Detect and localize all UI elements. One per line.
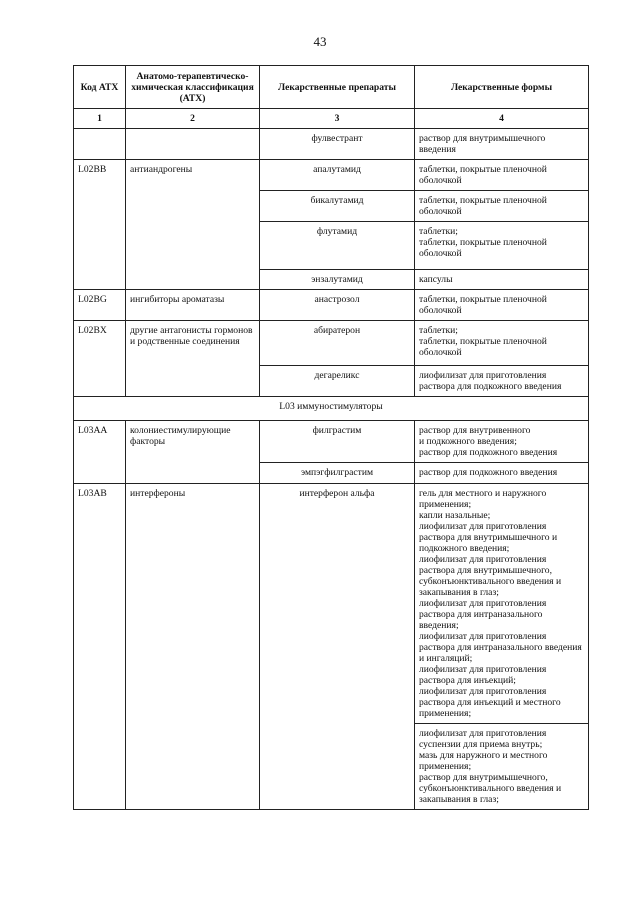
dosage-form-line: таблетки; bbox=[419, 226, 458, 237]
forms-cell bbox=[415, 321, 589, 366]
dosage-form-line: и подкожного введения; bbox=[419, 436, 517, 447]
forms-cell bbox=[415, 366, 589, 397]
dosage-form-line: капли назальные; bbox=[419, 510, 491, 521]
dosage-form-line: капсулы bbox=[419, 274, 453, 285]
drug-cell: эмпэгфилграстим bbox=[260, 463, 415, 484]
atx-table bbox=[73, 65, 589, 810]
column-number: 3 bbox=[260, 109, 415, 129]
drug-cell: энзалутамид bbox=[260, 270, 415, 290]
table-row bbox=[74, 366, 589, 397]
class-cell bbox=[126, 129, 260, 160]
dosage-form-line: лиофилизат для приготовления раствора для интраназального введения и ингаляций; bbox=[419, 631, 582, 664]
column-number-row bbox=[74, 109, 589, 129]
dosage-form-line: лиофилизат для приготовления раствора для инъекций и местного применения; bbox=[419, 686, 561, 719]
forms-cell bbox=[415, 129, 589, 160]
drug-cell: абиратерон bbox=[260, 321, 415, 366]
forms-cell bbox=[415, 270, 589, 290]
table-row bbox=[74, 321, 589, 366]
column-number: 1 bbox=[74, 109, 126, 129]
table-row bbox=[74, 160, 589, 191]
dosage-form-line: таблетки, покрытые пленочной оболочкой bbox=[419, 294, 547, 316]
forms-cell bbox=[415, 463, 589, 484]
drug-cell: флутамид bbox=[260, 222, 415, 270]
dosage-form-line: лиофилизат для приготовления раствора для внутримышечного и подкожного введения; bbox=[419, 521, 558, 554]
drug-cell: бикалутамид bbox=[260, 191, 415, 222]
dosage-form-line: таблетки, покрытые пленочной оболочкой bbox=[419, 237, 547, 259]
drug-cell: фулвестрант bbox=[260, 129, 415, 160]
header-row bbox=[74, 66, 589, 109]
forms-cell bbox=[415, 191, 589, 222]
code-cell bbox=[74, 366, 126, 397]
table-row bbox=[74, 421, 589, 463]
dosage-form-line: таблетки, покрытые пленочной оболочкой bbox=[419, 195, 547, 217]
dosage-form-line: лиофилизат для приготовления раствора для интраназального введения; bbox=[419, 598, 547, 631]
dosage-form-line: раствор для подкожного введения bbox=[419, 447, 558, 458]
dosage-form-line: мазь для наружного и местного применения; bbox=[419, 750, 548, 772]
code-cell: L02BG bbox=[74, 290, 126, 321]
class-cell: колониестимулирующие факторы bbox=[126, 421, 260, 484]
drug-cell: филграстим bbox=[260, 421, 415, 463]
drug-cell: анастрозол bbox=[260, 290, 415, 321]
code-cell: L03AA bbox=[74, 421, 126, 484]
table-row bbox=[74, 484, 589, 724]
forms-cell bbox=[415, 484, 589, 724]
header-forms: Лекарственные формы bbox=[415, 66, 589, 109]
code-cell: L02BB bbox=[74, 160, 126, 290]
dosage-form-line: гель для местного и наружного применения; bbox=[419, 488, 547, 510]
header-code: Код АТХ bbox=[74, 66, 126, 109]
class-cell: ингибиторы ароматазы bbox=[126, 290, 260, 321]
dosage-form-line: раствор для внутримышечного введения bbox=[419, 133, 546, 155]
drug-cell: интерферон альфа bbox=[260, 484, 415, 810]
dosage-form-line: лиофилизат для приготовления суспензии для приема внутрь; bbox=[419, 728, 547, 750]
dosage-form-line: лиофилизат для приготовления раствора для внутримышечного, субконъюнктивального введения и закапывания в глаз; bbox=[419, 554, 562, 598]
header-classification: Анатомо-терапевтическо-химическая классификация (АТХ) bbox=[126, 66, 260, 109]
dosage-form-line: таблетки, покрытые пленочной оболочкой bbox=[419, 164, 547, 186]
class-cell: интерфероны bbox=[126, 484, 260, 810]
column-number: 2 bbox=[126, 109, 260, 129]
forms-cell bbox=[415, 222, 589, 270]
dosage-form-line: раствор для подкожного введения bbox=[419, 467, 558, 478]
table-row bbox=[74, 290, 589, 321]
drug-cell: дегареликс bbox=[260, 366, 415, 397]
group-title: L03 иммуностимуляторы bbox=[74, 397, 589, 421]
dosage-form-line: лиофилизат для приготовления раствора для инъекций; bbox=[419, 664, 547, 686]
page-number: 43 bbox=[313, 34, 327, 49]
forms-cell bbox=[415, 160, 589, 191]
dosage-form-line: лиофилизат для приготовления раствора для подкожного введения bbox=[419, 370, 562, 392]
class-cell: антиандрогены bbox=[126, 160, 260, 290]
class-cell: другие антагонисты гормонов и родственные соединения bbox=[126, 321, 260, 366]
dosage-form-line: таблетки; bbox=[419, 325, 458, 336]
dosage-form-line: раствор для внутримышечного, субконъюнктивального введения и закапывания в глаз; bbox=[419, 772, 562, 805]
forms-cell bbox=[415, 290, 589, 321]
group-row bbox=[74, 397, 589, 421]
forms-cell bbox=[415, 421, 589, 463]
dosage-form-line: раствор для внутривенного bbox=[419, 425, 531, 436]
code-cell bbox=[74, 129, 126, 160]
forms-cell bbox=[415, 724, 589, 810]
code-cell: L03AB bbox=[74, 484, 126, 810]
dosage-form-line: таблетки, покрытые пленочной оболочкой bbox=[419, 336, 547, 358]
code-cell: L02BX bbox=[74, 321, 126, 366]
class-cell bbox=[126, 366, 260, 397]
table-row bbox=[74, 129, 589, 160]
column-number: 4 bbox=[415, 109, 589, 129]
drug-cell: апалутамид bbox=[260, 160, 415, 191]
header-drugs: Лекарственные препараты bbox=[260, 66, 415, 109]
